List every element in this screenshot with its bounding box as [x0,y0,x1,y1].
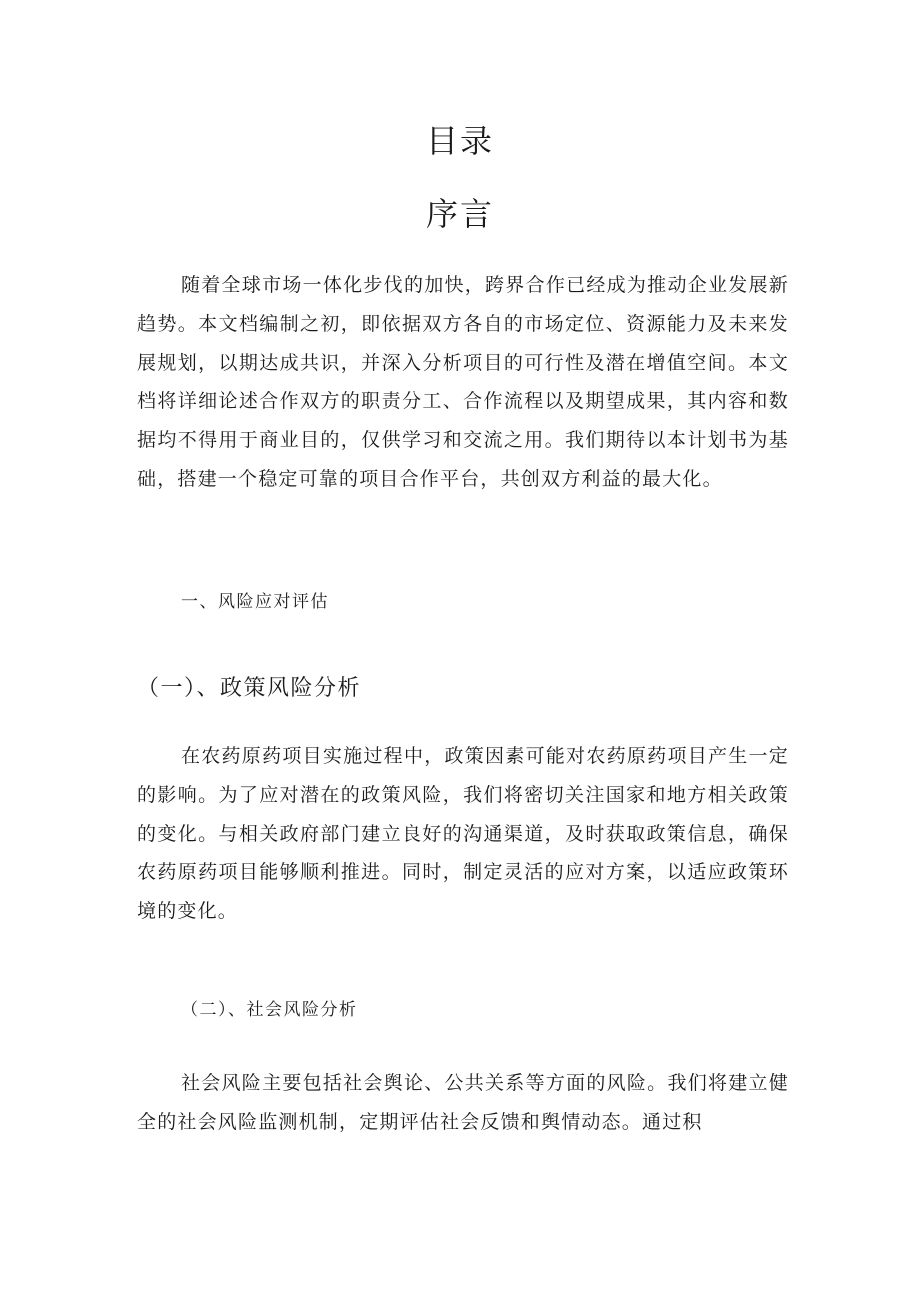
social-risk-paragraph: 社会风险主要包括社会舆论、公共关系等方面的风险。我们将建立健全的社会风险监测机制，定期评估社会反馈和舆情动态。通过积 [137,1072,789,1133]
policy-risk-paragraph: 在农药原药项目实施过程中，政策因素可能对农药原药项目产生一定的影响。为了应对潜在的政策风险，我们将密切关注国家和地方相关政策的变化。与相关政府部门建立良好的沟通渠道，及时获取政策信息，确保农药原药项目能够顺利推进。同时，制定灵活的应对方案，以适应政策环境的变化。 [137,745,789,923]
preface-title: 序言 [425,195,494,233]
subsection-heading-social-risk: （二）、社会风险分析 [181,1000,358,1020]
subsection-heading-policy-risk: （一）、政策风险分析 [137,676,362,701]
toc-title: 目录 [425,122,494,160]
preface-paragraph: 随着全球市场一体化步伐的加快，跨界合作已经成为推动企业发展新趋势。本文档编制之初，即依据双方各自的市场定位、资源能力及未来发展规划，以期达成共识，并深入分析项目的可行性及潜在增值空间。本文档将详细论述合作双方的职责分工、合作流程以及期望成果，其内容和数据均不得用于商业目的，仅供学习和交流之用。我们期待以本计划书为基础，搭建一个稳定可靠的项目合作平台，共创双方利益的最大化。 [137,274,789,490]
section-heading-risk-assessment: 一、风险应对评估 [181,592,329,612]
